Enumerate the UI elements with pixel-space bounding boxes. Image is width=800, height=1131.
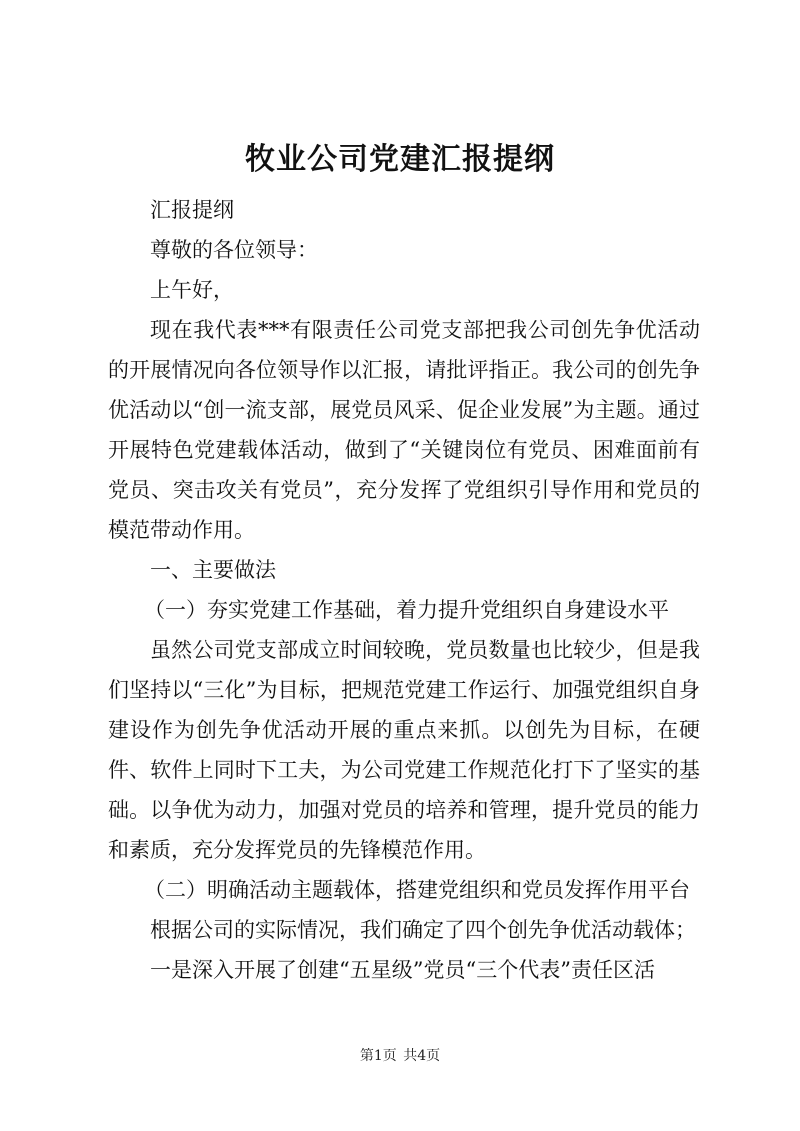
subsection-heading-1: （一）夯实党建工作基础，着力提升党组织自身建设水平 [144,598,669,622]
section-heading-main-practices: 一、主要做法 [150,558,276,582]
document-body [108,190,700,990]
paragraph-greeting: 上午好， [150,278,234,302]
paragraph-item-1: 一是深入开展了创建“五星级”党员“三个代表”责任区活 [150,958,655,982]
document-title: 牧业公司党建汇报提纲 [245,142,555,177]
subsection-heading-2: （二）明确活动主题载体，搭建党组织和党员发挥作用平台 [144,878,690,902]
page-number: 第1页 [359,1048,397,1064]
page-footer [0,1046,800,1066]
paragraph-salutation: 尊敬的各位领导： [150,238,318,262]
paragraph-intro: 现在我代表***有限责任公司党支部把我公司创先争优活动的开展情况向各位领导作以汇报，请批评指正。我公司的创先争优活动以“创一流支部，展党员风采、促企业发展”为主题。通过开展特色党建载体活动，做到了“关键岗位有党员、困难面前有党员、突击攻关有党员”，充分发挥了党组织引导作用和党员的模范带动作用。 [108,318,700,542]
paragraph-heading: 汇报提纲 [150,198,234,222]
paragraph-subsection-2: 根据公司的实际情况，我们确定了四个创先争优活动载体； [150,918,696,942]
page-total: 共4页 [403,1048,441,1064]
paragraph-subsection-1: 虽然公司党支部成立时间较晚，党员数量也比较少，但是我们坚持以“三化”为目标，把规范党建工作运行、加强党组织自身建设作为创先争优活动开展的重点来抓。以创先为目标，在硬件、软件上同时下工夫，为公司党建工作规范化打下了坚实的基础。以争优为动力，加强对党员的培养和管理，提升党员的能力和素质，充分发挥党员的先锋模范作用。 [108,638,700,862]
